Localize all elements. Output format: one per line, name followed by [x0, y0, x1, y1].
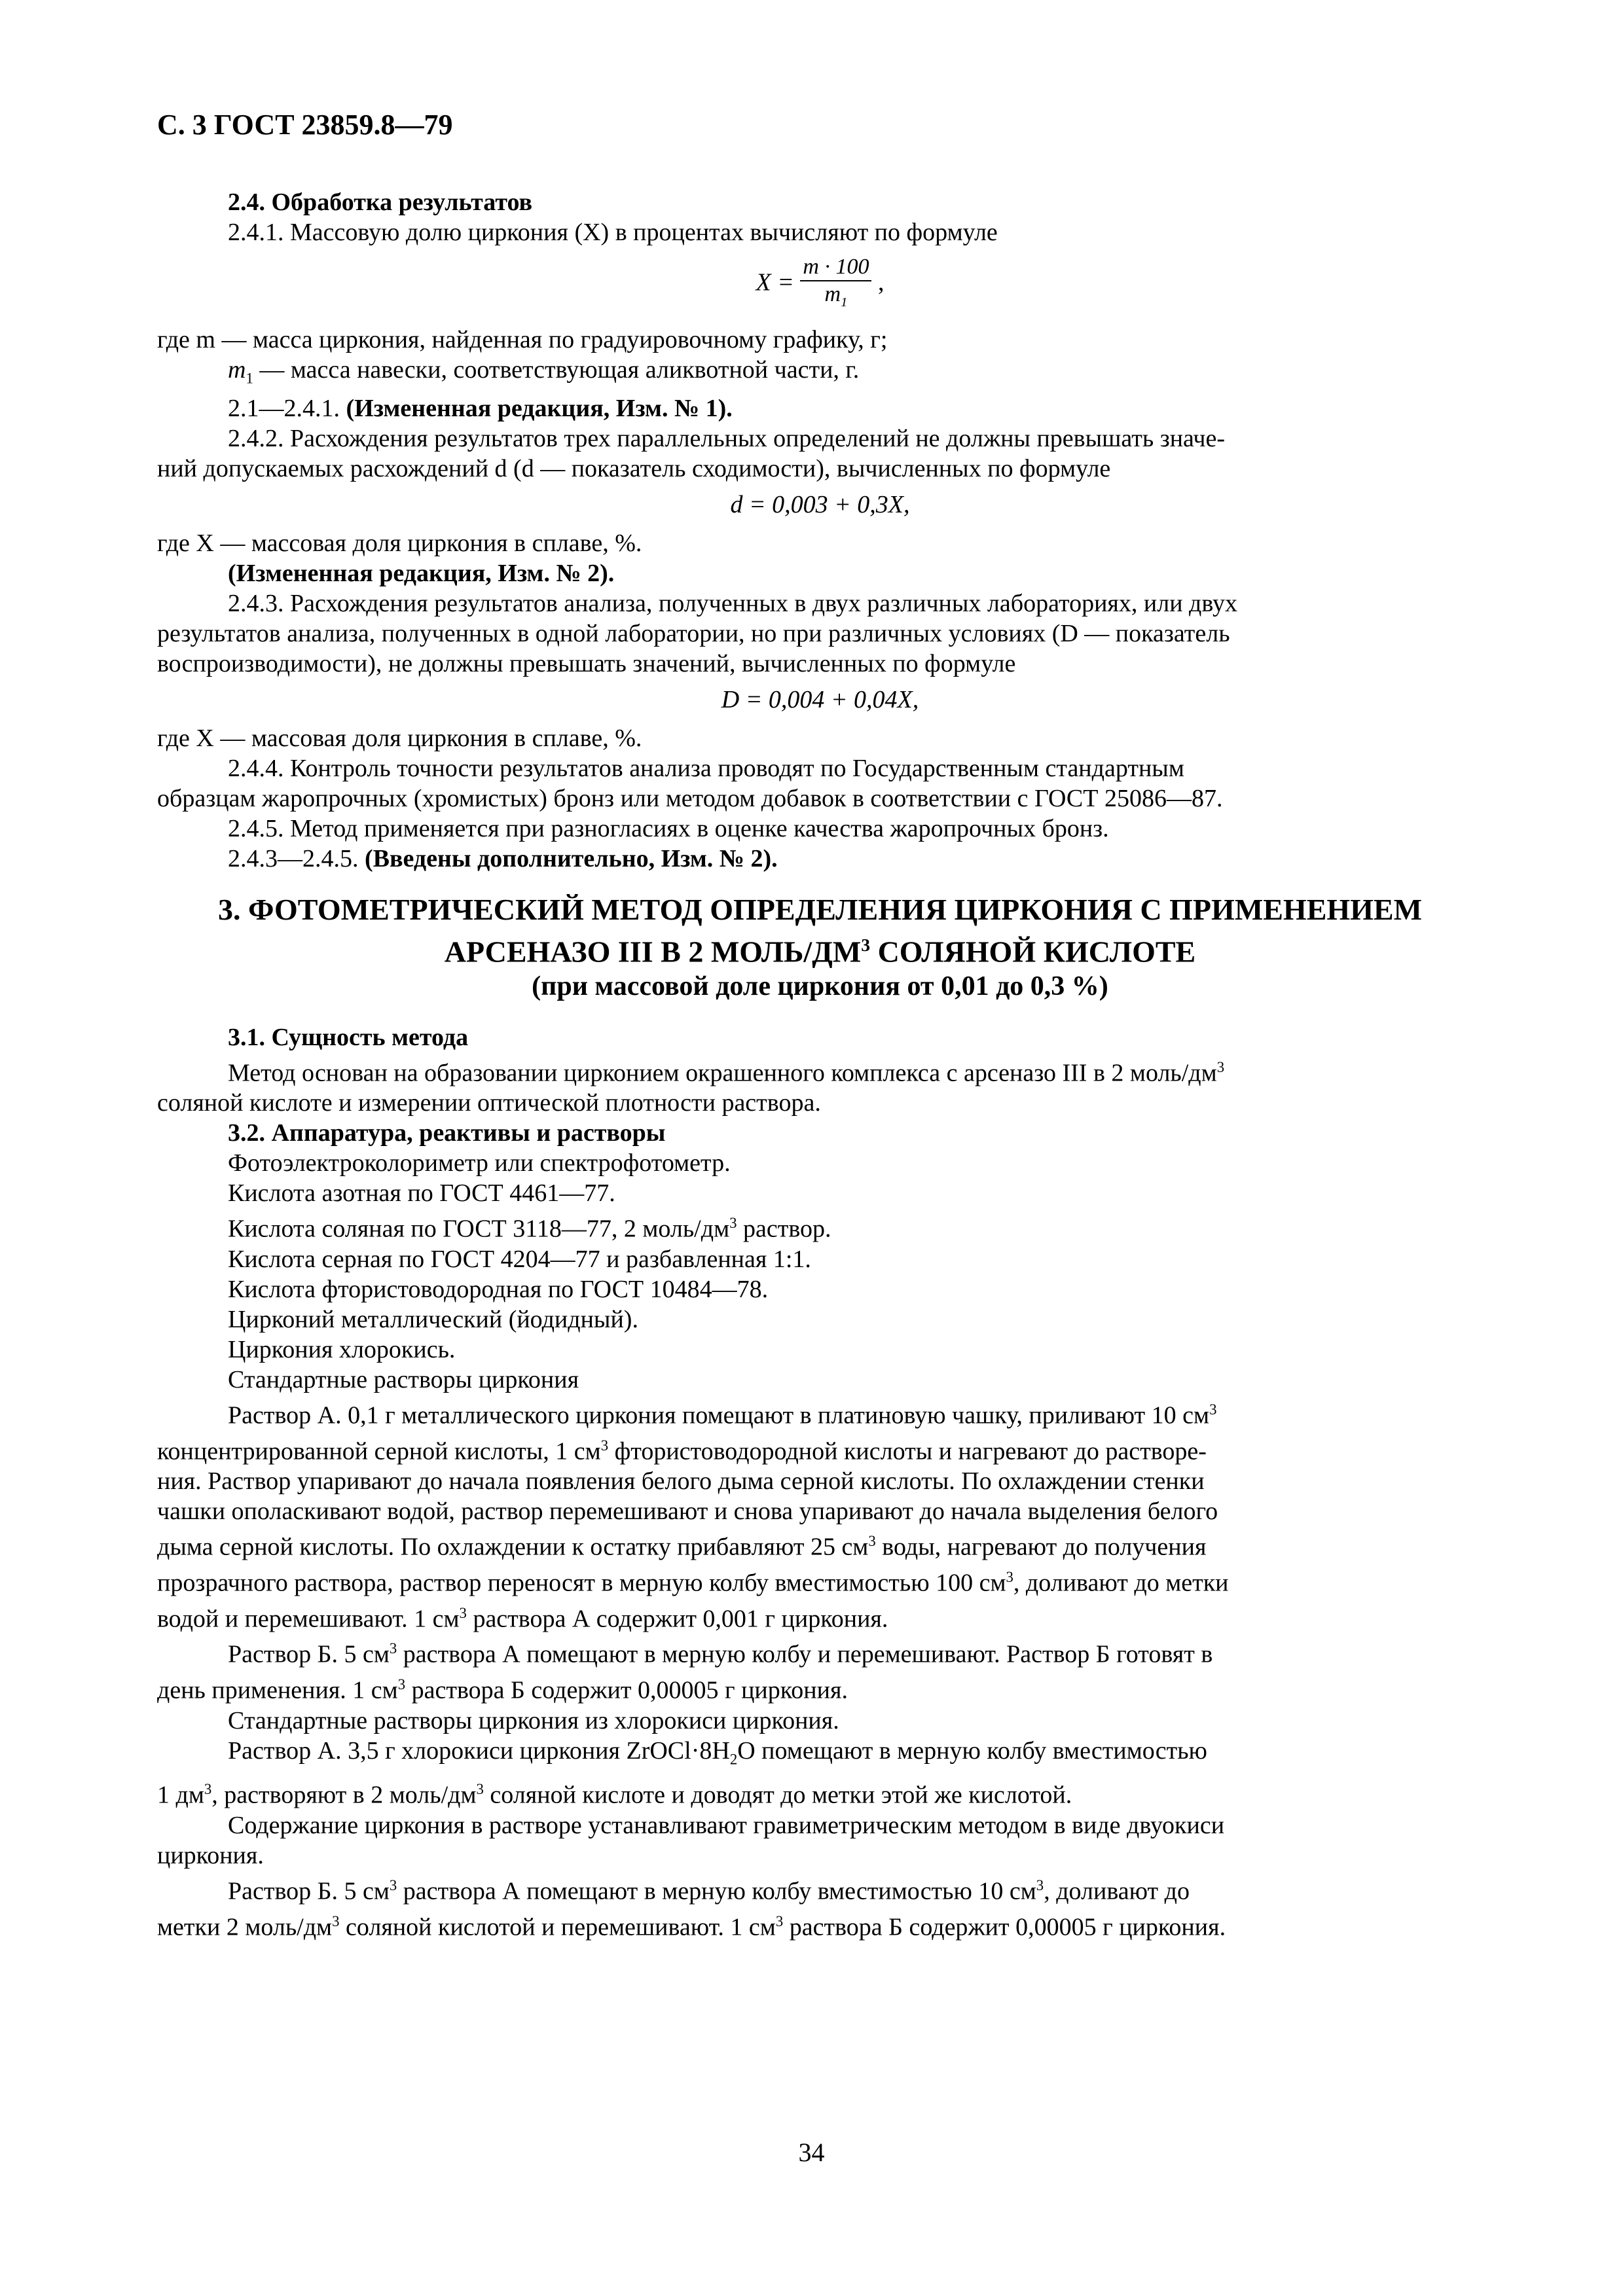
section-2-4-2-line-2: ний допускаемых расхождений d (d — показатель сходимости), вычисленных по формуле — [157, 455, 1111, 483]
section-2-4-1: 2.4.1. Массовую долю циркония (X) в процентах вычисляют по формуле — [228, 219, 998, 246]
formula-D: D = 0,004 + 0,04X, — [721, 686, 919, 714]
page-number: 34 — [798, 2138, 825, 2167]
solution-a-line-3: ния. Раствор упаривают до начала появления белого дыма серной кислоты. По охлаждении стенки — [157, 1467, 1205, 1496]
reagent-1: Фотоэлектроколориметр или спектрофотометр. — [228, 1149, 731, 1177]
section-2-4-title: 2.4. Обработка результатов — [228, 188, 533, 216]
edit-note-1: 2.1—2.4.1. (Измененная редакция, Изм. № 1). — [228, 395, 733, 423]
content-note-line-2: циркония. — [157, 1841, 264, 1869]
formula-d: d = 0,003 + 0,3X, — [730, 491, 910, 519]
section-2-4-3-line-2: результатов анализа, полученных в одной лаборатории, но при различных условиях (D — показатель — [157, 620, 1230, 648]
formula-x — [157, 254, 1483, 315]
section-2-4-5: 2.4.5. Метод применяется при разногласиях в оценке качества жаропрочных бронз. — [228, 815, 1109, 843]
solution-b-line-1: Раствор Б. 5 $см^3$ раствора А помещают в мерную колбу и перемешивают. Раствор Б готовят в — [228, 1640, 1213, 1668]
reagent-5: Кислота фтористоводородная по ГОСТ 10484—78. — [228, 1276, 769, 1304]
page-header: С. 3 ГОСТ 23859.8—79 — [157, 109, 453, 141]
solution-a-line-2: концентрированной серной кислоты, 1 $см^3$ фтористоводородной кислоты и нагревают до растворе- — [157, 1437, 1207, 1465]
reagent-9: Стандартные растворы циркония из хлорокиси циркония. — [228, 1706, 839, 1734]
where-x-2: где X — массовая доля циркония в сплаве, %. — [157, 725, 642, 753]
formula-x-lhs: X = — [756, 268, 794, 296]
reagent-6: Цирконий металлический (йодидный). — [228, 1306, 638, 1334]
solution-a-line-7: водой и перемешивают. 1 $см^3$ раствора А содержит 0,001 г циркония. — [157, 1604, 888, 1633]
formula-x-fraction — [800, 254, 871, 315]
where-x-1: где X — массовая доля циркония в сплаве, %. — [157, 529, 642, 558]
section-2-4-4-line-1: 2.4.4. Контроль точности результатов анализа проводят по Государственным стандартным — [228, 755, 1184, 783]
reagent-8: Стандартные растворы циркония — [228, 1366, 579, 1394]
solution-a2-line-1: Раствор А. 3,5 г хлорокиси циркония $ZrOCl\cdot 8H_2O$ помещают в мерную колбу вместимостью — [228, 1736, 1207, 1768]
solution-a-line-6: прозрачного раствора, раствор переносят в мерную колбу вместимостью 100 $см^3$, доливают до метки — [157, 1569, 1229, 1597]
content-note-line-1: Содержание циркония в растворе устанавливают гравиметрическим методом в виде двуокиси — [228, 1811, 1225, 1839]
solution-a-line-4: чашки ополаскивают водой, раствор перемешивают и снова упаривают до начала выделения белого — [157, 1498, 1218, 1526]
solution-b-line-2: день применения. 1 $см^3$ раствора Б содержит 0,00005 г циркония. — [157, 1676, 848, 1704]
section-3-subheading: (при массовой доле циркония от 0,01 до 0,3 %) — [532, 971, 1108, 1001]
solution-a2-line-2: 1 $дм^3$, растворяют в 2 моль/$дм^3$ соляной кислоте и доводят до метки этой же кислотой. — [157, 1781, 1072, 1809]
reagent-4: Кислота серная по ГОСТ 4204—77 и разбавленная 1:1. — [228, 1246, 811, 1274]
reagent-7: Циркония хлорокись. — [228, 1336, 456, 1364]
reagent-3: Кислота соляная по ГОСТ 3118—77, 2 моль/$дм^3$ раствор. — [228, 1215, 831, 1244]
formula-x-denominator: $m_1$ — [824, 282, 848, 310]
solution-b2-line-1: Раствор Б. 5 $см^3$ раствора А помещают в мерную колбу вместимостью 10 $см^3$, доливают до — [228, 1876, 1190, 1905]
section-3-heading-line-2: АРСЕНАЗО III В 2 МОЛЬ/$ДМ^3$ СОЛЯНОЙ КИСЛОТЕ — [444, 935, 1196, 969]
section-3-heading-line-1: 3. ФОТОМЕТРИЧЕСКИЙ МЕТОД ОПРЕДЕЛЕНИЯ ЦИРКОНИЯ С ПРИМЕНЕНИЕМ — [217, 893, 1423, 927]
edit-note-2: (Измененная редакция, Изм. № 2). — [228, 560, 615, 588]
solution-b2-line-2: метки 2 моль/$дм^3$ соляной кислотой и перемешивают. 1 $см^3$ раствора Б содержит 0,00005 г циркония. — [157, 1912, 1226, 1941]
solution-a-line-1: Раствор А. 0,1 г металлического циркония помещают в платиновую чашку, приливают 10 $см^3$ — [228, 1401, 1217, 1429]
section-2-4-3-line-3: воспроизводимости), не должны превышать значений, вычисленных по формуле — [157, 650, 1016, 678]
formula-x-numerator: m · 100 — [800, 254, 871, 281]
section-3-1-line-1: Метод основан на образовании цирконием окрашенного комплекса с арсеназо III в 2 моль/$дм^3$ — [228, 1058, 1225, 1087]
where-m1: $m_1$ — масса навески, соответствующая аликвотной части, г. — [228, 355, 860, 387]
section-3-1-title: 3.1. Сущность метода — [228, 1023, 469, 1051]
section-2-4-3-line-1: 2.4.3. Расхождения результатов анализа, полученных в двух различных лабораториях, или двух — [228, 590, 1238, 618]
section-3-2-title: 3.2. Аппаратура, реактивы и растворы — [228, 1119, 666, 1147]
where-m: где m — масса циркония, найденная по градуировочному графику, г; — [157, 325, 888, 353]
edit-note-3: 2.4.3—2.4.5. (Введены дополнительно, Изм. № 2). — [228, 845, 778, 873]
solution-a-line-5: дыма серной кислоты. По охлаждении к остатку прибавляют 25 $см^3$ воды, нагревают до получения — [157, 1533, 1207, 1561]
section-2-4-2-line-1: 2.4.2. Расхождения результатов трех параллельных определений не должны превышать значе- — [228, 425, 1226, 453]
section-3-1-line-2: соляной кислоте и измерении оптической плотности раствора. — [157, 1089, 821, 1117]
section-2-4-4-line-2: образцам жаропрочных (хромистых) бронз или методом добавок в соответствии с ГОСТ 25086—87. — [157, 785, 1223, 813]
formula-x-tail: , — [877, 268, 884, 296]
document-page — [157, 108, 1483, 1942]
reagent-2: Кислота азотная по ГОСТ 4461—77. — [228, 1179, 615, 1208]
